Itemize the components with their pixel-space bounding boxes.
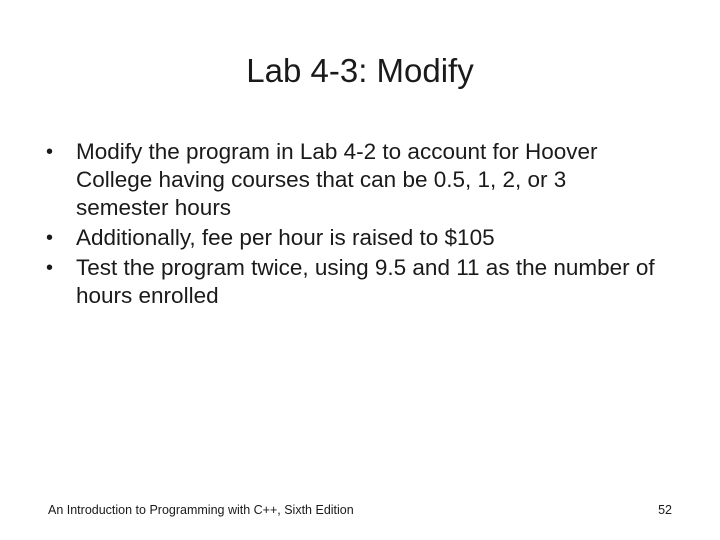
bullet-item bbox=[44, 254, 664, 310]
bullet-text: Test the program twice, using 9.5 and 11 as the number of hours enrolled bbox=[76, 255, 655, 308]
bullet-icon: • bbox=[46, 257, 54, 279]
bullet-icon: • bbox=[46, 141, 54, 163]
bullet-item bbox=[44, 224, 664, 252]
bullet-list bbox=[44, 138, 664, 312]
bullet-item bbox=[44, 138, 664, 222]
bullet-text: Additionally, fee per hour is raised to $105 bbox=[76, 225, 495, 250]
footer-page-number: 52 bbox=[658, 503, 672, 517]
slide-title: Lab 4-3: Modify bbox=[246, 52, 474, 89]
bullet-text: Modify the program in Lab 4-2 to account for Hoover College having courses that can be 0.5, 1, 2, or 3 semester hours bbox=[76, 139, 598, 220]
footer-book-title: An Introduction to Programming with C++, Sixth Edition bbox=[48, 503, 354, 517]
bullet-icon: • bbox=[46, 227, 54, 249]
